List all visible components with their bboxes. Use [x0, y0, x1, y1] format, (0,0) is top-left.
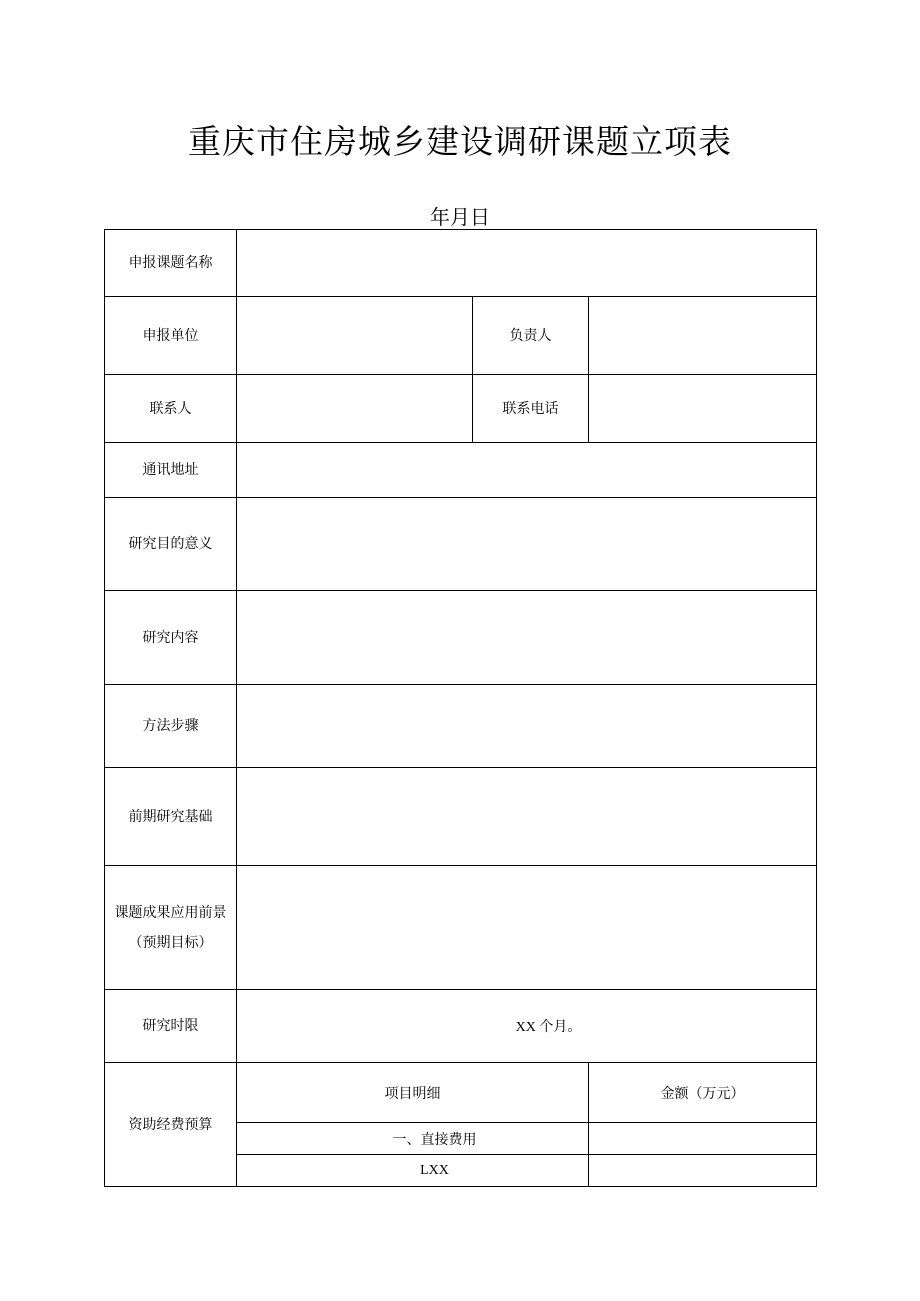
row-duration — [105, 990, 817, 1063]
label-funding: 资助经费预算 — [105, 1063, 237, 1187]
label-person-in-charge: 负责人 — [473, 297, 589, 375]
label-outcome-line1: 课题成果应用前景 — [114, 904, 227, 921]
page-title: 重庆市住房城乡建设调研课题立项表 — [188, 122, 732, 161]
label-contact: 联系人 — [105, 375, 237, 443]
outcome-field[interactable] — [237, 866, 817, 990]
row-contact — [105, 375, 817, 443]
method-field[interactable] — [237, 685, 817, 768]
mailing-address-field[interactable] — [237, 443, 817, 498]
row-content — [105, 591, 817, 685]
label-contact-phone: 联系电话 — [473, 375, 589, 443]
label-outcome-line2: （预期目标） — [128, 934, 213, 951]
budget-amount-direct[interactable] — [589, 1123, 817, 1155]
budget-item-lxx: LXX — [237, 1155, 589, 1187]
contact-phone-field[interactable] — [589, 375, 817, 443]
budget-header-amount: 金额（万元） — [589, 1063, 817, 1123]
row-prior-basis — [105, 768, 817, 866]
date-line: 年月日 — [430, 205, 490, 229]
label-topic-name: 申报课题名称 — [105, 230, 237, 297]
row-topic-name — [105, 230, 817, 297]
row-budget-header — [105, 1063, 817, 1123]
duration-field[interactable]: XX 个月。 — [237, 990, 817, 1063]
contact-field[interactable] — [237, 375, 473, 443]
row-purpose — [105, 498, 817, 591]
row-method — [105, 685, 817, 768]
label-applicant-unit: 申报单位 — [105, 297, 237, 375]
row-applicant-unit — [105, 297, 817, 375]
budget-item-direct: 一、直接费用 — [237, 1123, 589, 1155]
label-content: 研究内容 — [105, 591, 237, 685]
row-outcome — [105, 866, 817, 990]
person-in-charge-field[interactable] — [589, 297, 817, 375]
label-method: 方法步骤 — [105, 685, 237, 768]
topic-name-field[interactable] — [237, 230, 817, 297]
label-outcome — [105, 866, 237, 990]
content-field[interactable] — [237, 591, 817, 685]
label-purpose: 研究目的意义 — [105, 498, 237, 591]
budget-amount-lxx[interactable] — [589, 1155, 817, 1187]
label-prior-basis: 前期研究基础 — [105, 768, 237, 866]
row-mailing-address — [105, 443, 817, 498]
purpose-field[interactable] — [237, 498, 817, 591]
label-duration: 研究时限 — [105, 990, 237, 1063]
budget-header-item: 项目明细 — [237, 1063, 589, 1123]
prior-basis-field[interactable] — [237, 768, 817, 866]
applicant-unit-field[interactable] — [237, 297, 473, 375]
application-form-table — [104, 229, 817, 1187]
label-mailing-address: 通讯地址 — [105, 443, 237, 498]
